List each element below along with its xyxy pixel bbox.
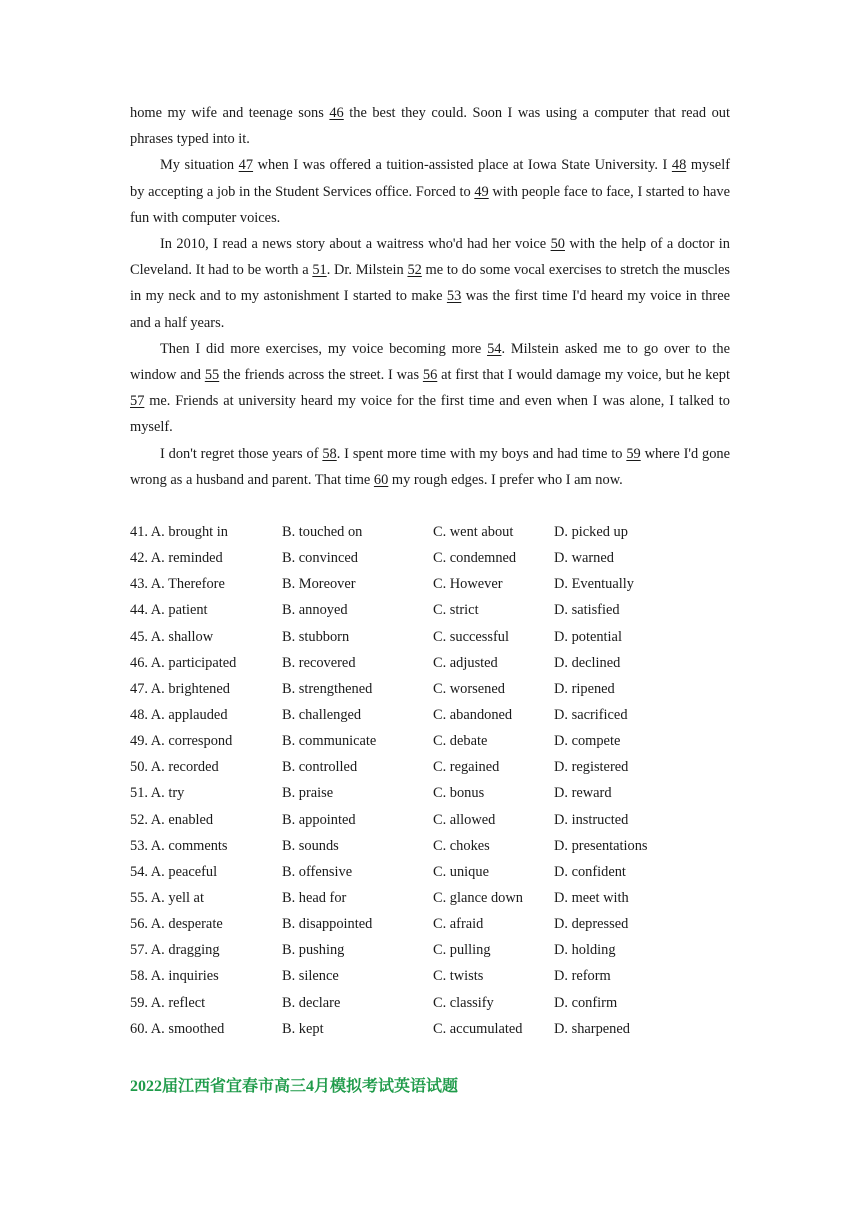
option-d: D. sacrificed	[554, 706, 628, 723]
blank-number: 51	[312, 262, 327, 279]
option-d: D. warned	[554, 550, 614, 567]
option-row	[130, 963, 730, 989]
option-a: 46. A. participated	[130, 654, 237, 671]
option-b: B. sounds	[282, 837, 339, 854]
passage-text: was the first time I'd heard my voice in three and a half years.	[130, 288, 730, 331]
option-c: C. adjusted	[433, 654, 498, 671]
option-c: C. glance down	[433, 889, 523, 906]
option-a: 56. A. desperate	[130, 916, 223, 933]
option-a: 57. A. dragging	[130, 942, 220, 959]
option-d: D. sharpened	[554, 1020, 630, 1037]
option-c: C. However	[433, 576, 503, 593]
option-b: B. stubborn	[282, 628, 350, 645]
option-a: 50. A. recorded	[130, 759, 219, 776]
option-b: B. offensive	[282, 863, 353, 880]
option-d: D. reward	[554, 785, 612, 802]
blank-number: 53	[446, 288, 462, 305]
option-c: C. bonus	[433, 785, 485, 802]
option-a: 42. A. reminded	[130, 550, 223, 567]
passage-text: my rough edges. I prefer who I am now.	[388, 471, 623, 488]
exam-title: 2022届江西省宜春市高三4月模拟考试英语试题	[130, 1078, 459, 1095]
option-c: C. chokes	[433, 837, 490, 854]
passage-text: when I was offered a tuition-assisted place at Iowa State University. I	[253, 157, 672, 174]
option-d: D. satisfied	[554, 602, 620, 619]
option-row	[130, 545, 730, 571]
passage-paragraph	[130, 152, 730, 231]
cloze-passage	[130, 100, 730, 493]
option-row	[130, 1016, 730, 1042]
blank-number: 57	[130, 393, 145, 410]
blank-number: 50	[550, 236, 565, 253]
option-d: D. declined	[554, 654, 621, 671]
option-c: C. debate	[433, 733, 488, 750]
option-d: D. holding	[554, 942, 616, 959]
option-a: 54. A. peaceful	[130, 863, 218, 880]
option-row	[130, 597, 730, 623]
option-c: C. twists	[433, 968, 484, 985]
option-c: C. afraid	[433, 916, 484, 933]
passage-text: . I spent more time with my boys and had time to	[336, 445, 627, 462]
passage-text: the friends across the street. I was	[219, 367, 423, 384]
option-a: 60. A. smoothed	[130, 1020, 225, 1037]
option-row	[130, 702, 730, 728]
option-b: B. pushing	[282, 942, 345, 959]
passage-paragraph	[130, 231, 730, 336]
option-a: 49. A. correspond	[130, 733, 233, 750]
option-a: 53. A. comments	[130, 837, 228, 854]
option-row	[130, 650, 730, 676]
option-b: B. convinced	[282, 550, 358, 567]
blank-number: 55	[204, 367, 220, 384]
option-row	[130, 990, 730, 1016]
option-d: D. instructed	[554, 811, 629, 828]
option-d: D. confirm	[554, 994, 618, 1011]
option-c: C. abandoned	[433, 706, 513, 723]
option-row	[130, 937, 730, 963]
option-b: B. appointed	[282, 811, 356, 828]
option-b: B. annoyed	[282, 602, 348, 619]
option-c: C. went about	[433, 524, 514, 540]
option-d: D. registered	[554, 759, 629, 776]
option-a: 52. A. enabled	[130, 811, 214, 828]
option-d: D. reform	[554, 968, 611, 985]
option-b: B. Moreover	[282, 576, 356, 593]
blank-number: 47	[238, 157, 254, 174]
option-c: C. accumulated	[433, 1020, 523, 1037]
passage-text: where I'd gone wrong as a husband and parent. That time	[130, 445, 730, 488]
option-c: C. regained	[433, 759, 500, 776]
option-a: 47. A. brightened	[130, 680, 230, 697]
passage-text: . Milstein asked me to go over to the window and	[130, 340, 730, 384]
passage-text: with people face to face, I started to have fun with computer voices.	[130, 183, 730, 226]
passage-text: In 2010, I read a news story about a waitress who'd had her voice	[160, 236, 551, 253]
option-row	[130, 519, 730, 545]
passage-paragraph	[130, 100, 730, 152]
passage-paragraph	[130, 441, 730, 493]
option-row	[130, 807, 730, 833]
option-row	[130, 885, 730, 911]
option-d: D. confident	[554, 863, 626, 880]
passage-text: . Dr. Milstein	[326, 262, 408, 279]
option-a: 55. A. yell at	[130, 889, 204, 906]
option-a: 59. A. reflect	[130, 994, 206, 1011]
passage-text: me to do some vocal exercises to stretch the muscles in my neck and to my astonishment I started to make	[130, 262, 730, 305]
passage-text: home my wife and teenage sons	[130, 105, 330, 121]
blank-number: 56	[422, 367, 438, 384]
passage-paragraph	[130, 336, 730, 441]
passage-text: myself by accepting a job in the Student Services office. Forced to	[130, 157, 730, 200]
option-b: B. controlled	[282, 759, 358, 776]
option-b: B. strengthened	[282, 680, 373, 697]
option-c: C. condemned	[433, 550, 517, 567]
option-row	[130, 859, 730, 885]
option-c: C. worsened	[433, 680, 505, 697]
option-d: D. picked up	[554, 524, 628, 540]
option-c: C. strict	[433, 602, 479, 619]
option-c: C. pulling	[433, 942, 491, 959]
option-c: C. allowed	[433, 811, 496, 828]
option-d: D. compete	[554, 733, 621, 750]
passage-text: I don't regret those years of	[160, 445, 323, 462]
option-b: B. kept	[282, 1020, 324, 1037]
option-b: B. disappointed	[282, 916, 373, 933]
blank-number: 54	[487, 340, 502, 357]
blank-number: 59	[626, 445, 641, 462]
option-a: 45. A. shallow	[130, 628, 214, 645]
option-b: B. touched on	[282, 524, 363, 540]
passage-text: me. Friends at university heard my voice for the first time and even when I was alone, I talked to myself.	[130, 393, 730, 436]
option-row	[130, 911, 730, 937]
option-b: B. praise	[282, 785, 334, 802]
passage-text: the best they could. Soon I was using a computer that read out phrases typed into it.	[130, 105, 730, 148]
option-b: B. communicate	[282, 733, 377, 750]
option-row	[130, 754, 730, 780]
option-row	[130, 676, 730, 702]
passage-text: at first that I would damage my voice, but he kept	[437, 367, 730, 384]
option-row	[130, 833, 730, 859]
blank-number: 58	[322, 445, 337, 462]
blank-number: 48	[671, 157, 687, 174]
option-a: 51. A. try	[130, 785, 185, 802]
answer-options-list	[130, 519, 730, 1042]
passage-text: Then I did more exercises, my voice becoming more	[160, 340, 488, 357]
option-row	[130, 728, 730, 754]
option-b: B. head for	[282, 889, 347, 906]
option-d: D. presentations	[554, 837, 648, 854]
option-c: C. successful	[433, 628, 509, 645]
option-a: 44. A. patient	[130, 602, 208, 619]
passage-text: with the help of a doctor in Cleveland. It had to be worth a	[130, 236, 730, 279]
option-a: 58. A. inquiries	[130, 968, 219, 985]
option-b: B. silence	[282, 968, 339, 985]
option-d: D. Eventually	[554, 576, 634, 593]
option-b: B. challenged	[282, 706, 362, 723]
blank-number: 52	[407, 262, 422, 279]
blank-number: 60	[373, 471, 389, 488]
option-d: D. ripened	[554, 680, 615, 697]
option-row	[130, 780, 730, 806]
blank-number: 49	[474, 183, 489, 200]
option-c: C. unique	[433, 863, 489, 880]
option-a: 48. A. applauded	[130, 706, 228, 723]
passage-text: My situation	[160, 157, 239, 174]
option-d: D. potential	[554, 628, 622, 645]
option-b: B. recovered	[282, 654, 356, 671]
option-a: 41. A. brought in	[130, 524, 228, 540]
option-a: 43. A. Therefore	[130, 576, 225, 593]
option-c: C. classify	[433, 994, 494, 1011]
option-b: B. declare	[282, 994, 341, 1011]
blank-number: 46	[329, 105, 344, 121]
option-d: D. depressed	[554, 916, 629, 933]
option-d: D. meet with	[554, 889, 629, 906]
option-row	[130, 624, 730, 650]
option-row	[130, 571, 730, 597]
